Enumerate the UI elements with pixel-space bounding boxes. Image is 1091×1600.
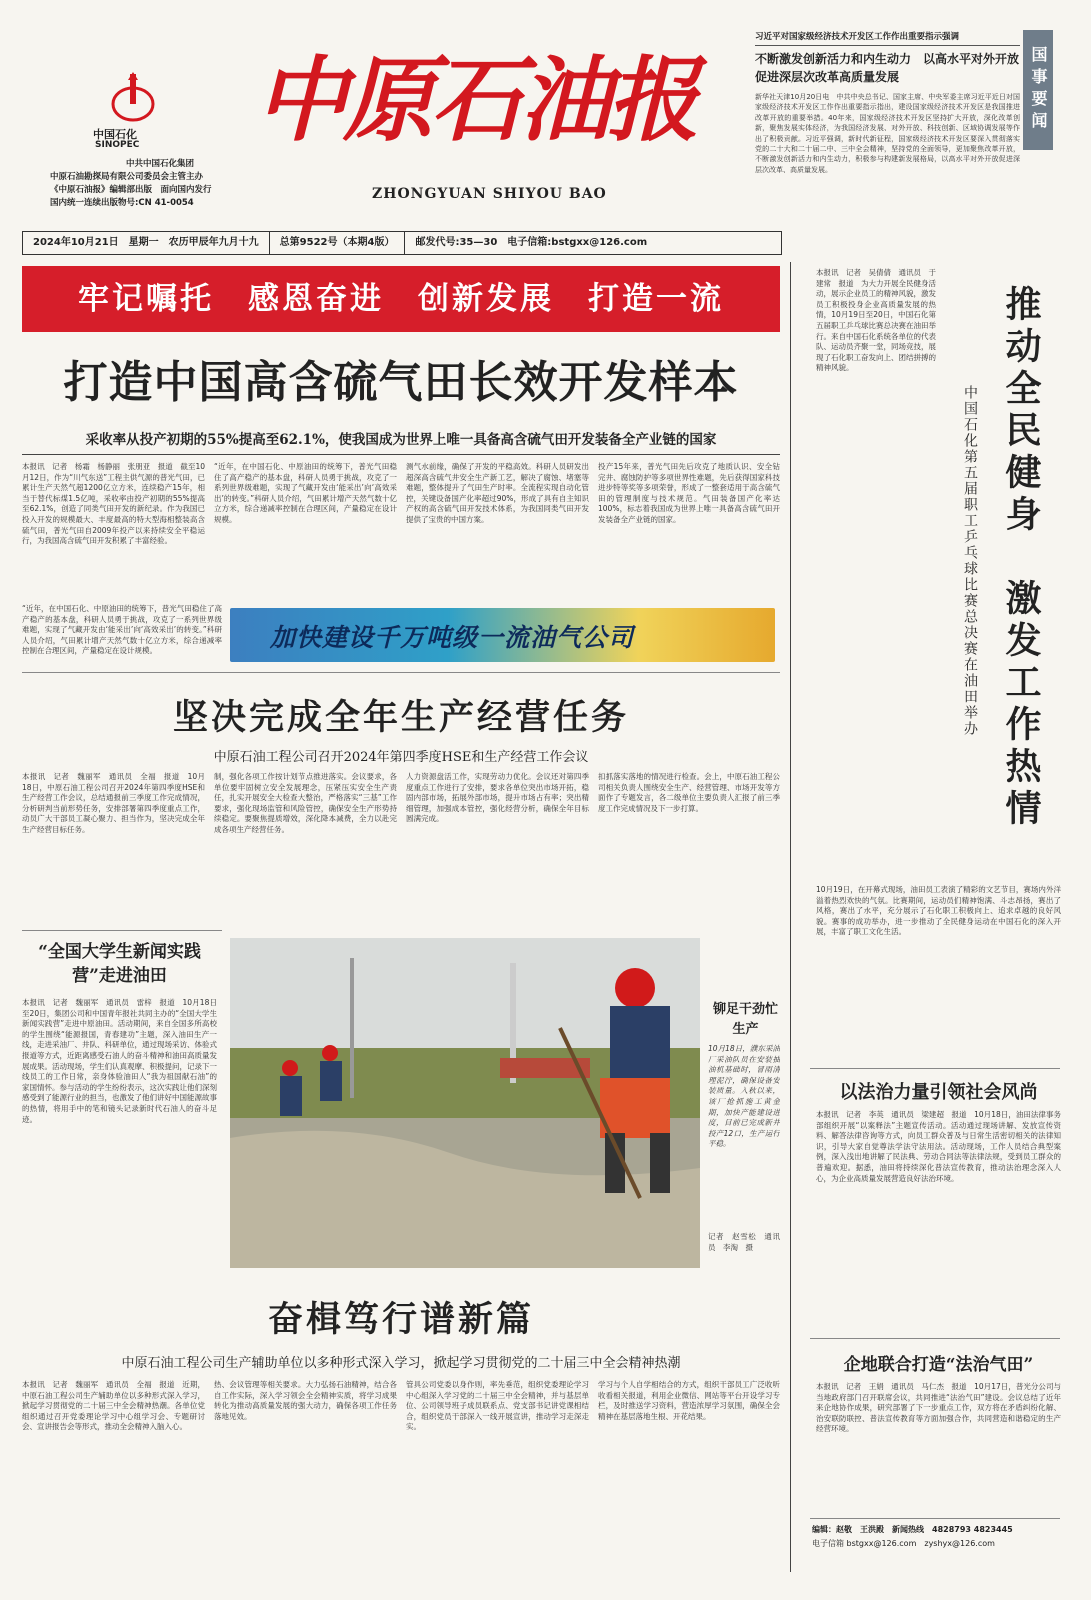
article4-body-col1: 本报讯 记者 魏丽军 通讯员 全福 报道 近期，中原石油工程公司生产辅助单位以多种形式深入学习，掀起学习贯彻党的二十届三中全会精神热潮。各单位党组织通过召开党委理论学习中心组学习会、专题研讨会、宣讲报告会等形式，推动全会精神入脑入心。 <box>22 1380 205 1432</box>
lead-body-col4: 投产15年来，普光气田先后攻克了地质认识、安全钻完井、腐蚀防护等多项世界性难题，先后获得国家科技进步特等奖等多项荣誉，形成了一整套适用于高含硫气田的管理制度与技术规范。气田装备国产化率达100%，标志着我国成为世界上唯一具备高含硫气田开发装备全产业链的国家。 <box>598 462 780 524</box>
issue-postal: 邮发代号:35—30 电子信箱:bstgxx@126.com <box>415 237 648 248</box>
article5-title: 以法治力量引领社会风尚 <box>839 1082 1038 1103</box>
article2-body-col2: 制，强化各项工作按计划节点推进落实。会议要求，各单位要牢固树立安全发展理念，压紧压实安全生产责任，扎实开展安全大检查大整治，严格落实“三基”工作要求，强化现场监管和风险管控，确保安全生产形势持续稳定。要聚焦提质增效，深化降本减费，全力以赴完成各项生产经营任务。 <box>214 772 397 834</box>
section-label: 国事要闻 <box>1023 30 1053 150</box>
footer-email: 电子信箱 bstgxx@126.com zyshyx@126.com <box>812 1539 995 1548</box>
publisher-info: 中共中国石化集团 中原石油勘探局有限公司委员会主管主办 《中原石油报》编辑部出版 面向国内发行 国内统一连续出版物号:CN 41-0054 <box>50 159 212 208</box>
photo-caption: 10月18日，濮东采油厂采油队员在安装抽油机基础时，冒雨清理泥泞，确保设备安装质量。入秋以来，该厂抢抓施工黄金期，加快产能建设进度，目前已完成新井投产12口，生产运行平稳。 <box>708 1044 780 1149</box>
article4-subtitle: 中原石油工程公司生产辅助单位以多种形式深入学习，掀起学习贯彻党的二十届三中全会精神热潮 <box>121 1356 681 1371</box>
lead-headline: 打造中国高含硫气田长效开发样本 <box>63 357 739 408</box>
divider <box>810 1068 1060 1069</box>
top-news-box <box>755 30 1020 258</box>
footer-editors: 编辑：赵敬 王洪殿 新闻热线 4828793 4823445 <box>812 1525 1013 1534</box>
right-vertical-subtitle: 中国石化第五届职工乒乓球比赛总决赛在油田举办 <box>962 385 978 737</box>
article4-body-col3: 管具公司党委以身作则，率先垂范，组织党委理论学习中心组深入学习党的二十届三中全会精神，并与基层单位、公司领导班子成员联系点、党支部书记讲党课相结合，组织党员干部深入一线开展宣讲，推动学习走深走实。 <box>406 1380 589 1432</box>
divider <box>22 930 222 931</box>
article2-subtitle: 中原石油工程公司召开2024年第四季度HSE和生产经营工作会议 <box>213 750 589 765</box>
article6-title: 企地联合打造“法治气田” <box>843 1355 1034 1375</box>
article2-body-col3: 人力资源盘活工作，实现劳动力优化。会议还对第四季度重点工作进行了安排，要求各单位突出市场开拓，稳固内部市场，拓展外部市场，提升市场占有率；突出精细管理，加强成本管控，强化经营分析，确保全年目标圆满完成。 <box>406 772 589 824</box>
news-photo <box>230 938 700 1268</box>
top-news-title: 不断激发创新活力和内生动力 以高水平对外开放促进深层次改革高质量发展 <box>755 52 1020 84</box>
article6-body: 本报讯 记者 王娟 通讯员 马仁杰 报道 10月17日，普光分公司与当地政府部门召开联席会议，共同推进“法治气田”建设。会议总结了近年来企地协作成果，研究部署了下一步重点工作，双方将在矛盾纠纷化解、治安联防联控、普法宣传教育等方面加强合作，共同营造和谐稳定的生产经营环境。 <box>816 1382 1061 1434</box>
right-body-col1: 本报讯 记者 吴倩倩 通讯员 于建常 报道 为大力开展全民健身活动，展示企业员工的精神风貌，激发员工积极投身企业高质量发展的热情，10月19日至20日，中国石化第五届职工乒乓球比赛总决赛在油田举行。来自中国石化系统各单位的代表队、运动员齐聚一堂，同场竞技，展现了石化职工奋发向上、团结拼搏的精神风貌。 <box>816 268 936 373</box>
issue-bar <box>22 231 782 255</box>
article4-body-col4: 学习与个人自学相结合的方式，组织干部员工广泛收听收看相关报道，利用企业微信、网站等平台开设学习专栏，及时推送学习资料，营造浓厚学习氛围，确保全会精神在基层落地生根、开花结果。 <box>598 1380 780 1421</box>
divider <box>810 1518 1060 1519</box>
divider <box>22 454 780 455</box>
divider <box>22 672 780 673</box>
issue-date: 2024年10月21日 星期一 农历甲辰年九月十九 <box>23 232 270 254</box>
lead-body-cont: “近年，在中国石化、中原油田的统筹下，普光气田稳住了高产稳产的基本盘，科研人员勇于挑战，攻克了一系列世界级难题，实现了气藏开发由‘能采出’向‘高效采出’的转变。”科研人员介绍，气田累计增产天然气数十亿立方米，综合递减率控制在合理区间，产量稳定在设计规模。 <box>22 604 222 656</box>
logo-en: SINOPEC <box>95 140 140 150</box>
article4-title: 奋楫笃行谱新篇 <box>267 1299 534 1340</box>
right-body-col2: 10月19日，在开幕式现场，油田员工表演了精彩的文艺节目，赛场内外洋溢着热烈欢快的气氛。比赛期间，运动员们精神饱满、斗志昂扬，赛出了风格，赛出了水平，充分展示了石化职工积极向上、追求卓越的良好风貌。赛事的成功举办，进一步推动了全民健身运动在中国石化的深入开展，丰富了职工文化生活。 <box>816 885 1061 937</box>
slogan-banner: 牢记嘱托 感恩奋进 创新发展 打造一流 <box>22 266 780 332</box>
masthead-title: 中原石油报 <box>255 46 696 154</box>
photo-title: 铆足干劲忙生产 <box>712 1002 778 1037</box>
logo-name: 中国石化 <box>93 128 137 141</box>
lead-subhead: 采收率从投产初期的55%提高至62.1%，使我国成为世界上唯一具备高含硫气田开发装备全产业链的国家 <box>85 432 717 448</box>
top-news-kicker: 习近平对国家级经济技术开发区工作作出重要指示强调 <box>755 30 1020 46</box>
article4-body-col2: 热、会议管理等相关要求。大力弘扬石油精神，结合各自工作实际，深入学习领会全会精神实质，将学习成果转化为推动高质量发展的强大动力，确保各项工作任务落地见效。 <box>214 1380 397 1421</box>
column-divider <box>790 262 791 1572</box>
lead-body-col1: 本报讯 记者 杨霜 杨静丽 张朋亚 报道 截至10月12日，作为“川气东送”工程主供气源的普光气田，已累计生产天然气超1200亿立方米，连续稳产15年，相当于替代标煤1.5亿吨，采收率由投产初期的55%提高至62.1%，创造了同类气田开发的新纪录。作为我国已投入开发的规模最大、丰度最高的特大型海相整装高含硫气田，普光气田自2009年投产以来持续安全平稳运行，为我国高含硫气田开发积累了丰富经验。 <box>22 462 205 546</box>
promo-text: 加快建设千万吨级一流油气公司 <box>270 623 635 652</box>
issue-number: 总第9522号（本期4版） <box>270 232 406 254</box>
lead-body-col3: 测气水前缘，确保了开发的平稳高效。科研人员研发出超深高含硫气井安全生产新工艺，解决了腐蚀、堵塞等难题，整体提升了气田生产时率。全流程实现自动化管控，关键设备国产化率超过90%，形成了具有自主知识产权的高含硫气田开发技术体系，为我国同类气田开发提供了宝贵的中国方案。 <box>406 462 589 524</box>
photo-credit: 记者 赵雪松 通讯员 李淘 摄 <box>708 1232 780 1252</box>
article2-body-col4: 扣抓落实落地的情况进行检查。会上，中原石油工程公司相关负责人围绕安全生产、经营管理、市场开发等方面作了专题发言，各二级单位主要负责人汇报了前三季度工作完成情况及下一步打算。 <box>598 772 780 813</box>
right-vertical-title: 推动全民健身 激发工作热情 <box>1000 285 1042 831</box>
article2-body-col1: 本报讯 记者 魏丽军 通讯员 全福 报道 10月18日，中原石油工程公司召开2024年第四季度HSE和生产经营工作会议，总结通报前三季度工作完成情况，分析研判当前形势任务，安排部署第四季度重点工作，动员广大干部员工凝心聚力、担当作为，坚决完成全年生产经营目标任务。 <box>22 772 205 834</box>
masthead-pinyin: ZHONGYUAN SHIYOU BAO <box>372 186 607 202</box>
article5-body: 本报讯 记者 李英 通讯员 梁建超 报道 10月18日，油田法律事务部组织开展“以案释法”主题宣传活动。活动通过现场讲解、发放宣传资料、解答法律咨询等方式，向员工群众普及与日常生活密切相关的法律知识，引导大家自觉尊法学法守法用法。活动现场，工作人员结合典型案例，深入浅出地讲解了民法典、劳动合同法等法律法规，受到员工群众的普遍欢迎。据悉，油田将持续深化普法宣传教育，推动法治理念深入人心，为企业高质量发展营造良好法治环境。 <box>816 1110 1061 1183</box>
article3-title: “全国大学生新闻实践营”走进油田 <box>38 942 201 986</box>
article2-title: 坚决完成全年生产经营任务 <box>172 697 629 738</box>
divider <box>810 1338 1060 1339</box>
top-news-body: 新华社天津10月20日电 中共中央总书记、国家主席、中央军委主席习近平近日对国家级经济技术开发区工作作出重要指示指出，建设国家级经济技术开发区是我国推进改革开放的重要举措。40年来，国家级经济技术开发区坚持扩大开放，深化改革创新，聚焦发展实体经济，为我国经济发展、对外开放、科技创新、区域协调发展等作出了积极贡献。习近平强调，新时代新征程，国家级经济技术开发区要深入贯彻落实党的二十大和二十届二中、三中全会精神，坚持党的全面领导，更加聚焦改革开放，不断激发创新活力和内生动力，积极参与构建新发展格局，以高水平对外开放促进深层次改革、高质量发展。 <box>755 93 1020 174</box>
lead-body-col2: “近年，在中国石化、中原油田的统筹下，普光气田稳住了高产稳产的基本盘，科研人员勇于挑战，攻克了一系列世界级难题，实现了气藏开发由‘能采出’向‘高效采出’的转变。”科研人员介绍，气田累计增产天然气数十亿立方米，综合递减率控制在合理区间，产量稳定在设计规模。 <box>214 462 397 524</box>
article3-body: 本报讯 记者 魏丽军 通讯员 雷梓 报道 10月18日至20日，集团公司和中国青年报社共同主办的“全国大学生新闻实践营”走进中原油田。活动期间，来自全国多所高校的学生围绕“能源报国，青春建功”主题，深入油田生产一线，走进采油厂、井队、科研单位，通过现场采访、体验式报道等方式，近距离感受石油人的奋斗精神和油田高质量发展成果。活动现场，学生们认真观摩、积极提问，记录下一线员工的工作日常，亲身体验油田人“我为祖国献石油”的家国情怀。参与活动的学生纷纷表示，这次实践让他们深刻感受到了能源行业的担当，也激发了他们讲好中国能源故事的热情，将用手中的笔和镜头记录新时代石油人的奋斗足迹。 <box>22 998 217 1124</box>
sinopec-logo <box>110 70 156 124</box>
